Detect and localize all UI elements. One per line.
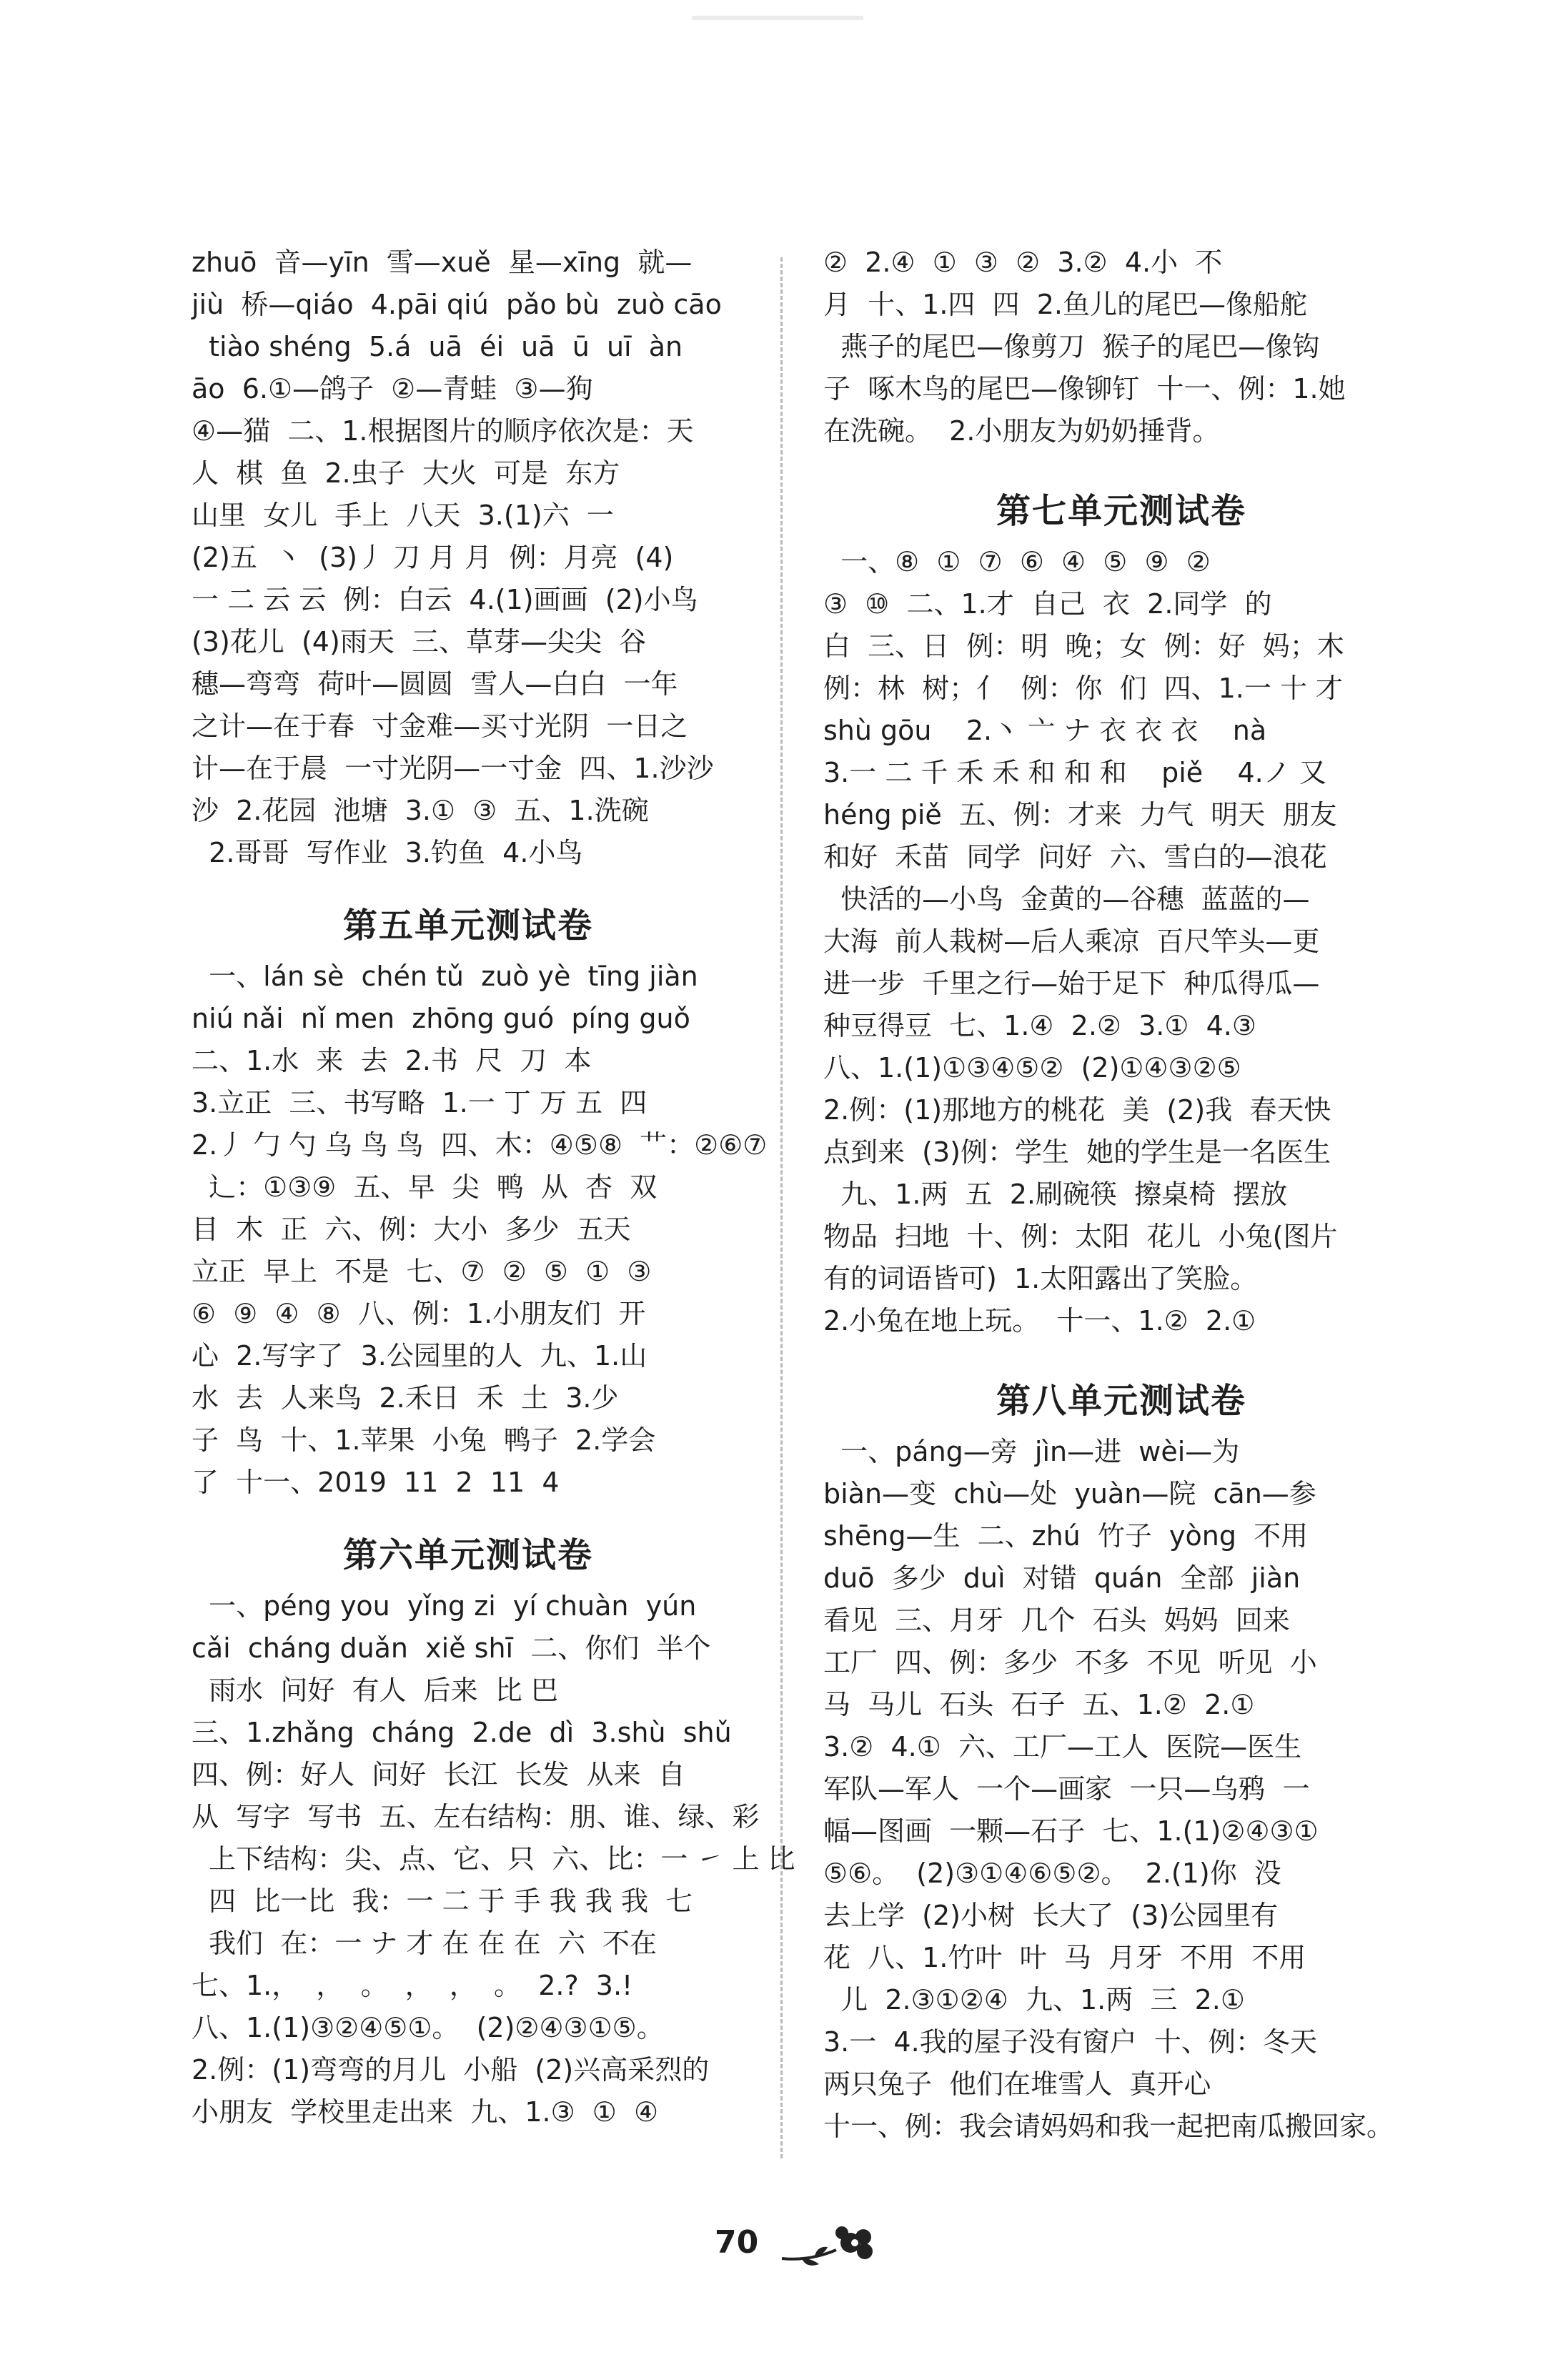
answer-line: 九、1.两 五 2.刷碗筷 擦桌椅 摆放 bbox=[823, 1179, 1288, 1210]
answers-unit-8 bbox=[823, 1431, 1419, 2148]
answer-line: 子 啄木鸟的尾巴—像铆钉 十一、例：1.她 bbox=[823, 373, 1346, 405]
answer-line: 大海 前人栽树—后人乘凉 百尺竿头—更 bbox=[823, 926, 1320, 957]
answer-line: 2.例：(1)那地方的桃花 美 (2)我 春天快 bbox=[823, 1094, 1331, 1126]
answer-line: 一、péng you yǐng zi yí chuàn yún bbox=[192, 1590, 697, 1622]
answer-line: 2.例：(1)弯弯的月儿 小船 (2)兴高采烈的 bbox=[192, 2054, 710, 2086]
answer-line: 小朋友 学校里走出来 九、1.③ ① ④ bbox=[192, 2096, 659, 2128]
heading-unit-8: 第八单元测试卷 bbox=[996, 1381, 1246, 1421]
answer-line: 八、1.(1)①③④⑤② (2)①④③②⑤ bbox=[823, 1052, 1241, 1084]
top-edge-mark bbox=[692, 16, 863, 20]
answers-unit-4-continued bbox=[192, 242, 745, 874]
answer-line: 去上学 (2)小树 长大了 (3)公园里有 bbox=[823, 1900, 1279, 1931]
answer-line: ④—猫 二、1.根据图片的顺序依次是：天 bbox=[192, 415, 694, 447]
answer-line: 军队—军人 一个—画家 一只—乌鸦 一 bbox=[823, 1773, 1310, 1805]
answer-line: 进一步 千里之行—始于足下 种瓜得瓜— bbox=[823, 968, 1320, 999]
answer-line: cǎi cháng duǎn xiě shī 二、你们 半个 bbox=[192, 1632, 711, 1664]
answer-line: ② 2.④ ① ③ ② 3.② 4.小 不 bbox=[823, 247, 1223, 278]
answer-line: 我们 在：一 ナ 才 在 在 在 六 不在 bbox=[192, 1928, 658, 1959]
left-column bbox=[192, 242, 795, 2133]
answer-line: 立正 早上 不是 七、⑦ ② ⑤ ① ③ bbox=[192, 1256, 652, 1287]
answer-line: 2.丿 勹 勺 乌 鸟 鸟 四、木：④⑤⑧ 艹：②⑥⑦ bbox=[192, 1129, 768, 1161]
answer-line: 3.一 4.我的屋子没有窗户 十、例：冬天 bbox=[823, 2026, 1317, 2058]
page-number: 70 bbox=[715, 2224, 759, 2261]
answer-line: 了 十一、2019 11 2 11 4 bbox=[192, 1467, 560, 1498]
answer-line: 燕子的尾巴—像剪刀 猴子的尾巴—像钩 bbox=[823, 331, 1320, 362]
answer-line: 快活的—小鸟 金黄的—谷穗 蓝蓝的— bbox=[823, 883, 1310, 915]
answer-line: ⑤⑥。 (2)③①④⑥⑤②。 2.(1)你 没 bbox=[823, 1858, 1281, 1889]
answer-line: zhuō 音—yīn 雪—xuě 星—xīng 就— bbox=[192, 247, 693, 278]
answer-line: 一 二 云 云 例：白云 4.(1)画画 (2)小鸟 bbox=[192, 584, 698, 615]
answers-unit-6 bbox=[192, 1585, 795, 2133]
answer-line: 月 十、1.四 四 2.鱼儿的尾巴—像船舵 bbox=[823, 289, 1307, 320]
answer-line: 八、1.(1)③②④⑤①。 (2)②④③①⑤。 bbox=[192, 2012, 664, 2043]
answer-line: 在洗碗。 2.小朋友为奶奶捶背。 bbox=[823, 415, 1220, 447]
answer-line: 花 八、1.竹叶 叶 马 月牙 不用 不用 bbox=[823, 1942, 1306, 1973]
answer-line: 计—在于晨 一寸光阴—一寸金 四、1.沙沙 bbox=[192, 753, 714, 784]
answer-line: 马 马儿 石头 石子 五、1.② 2.① bbox=[823, 1689, 1255, 1720]
answers-unit-7 bbox=[823, 541, 1419, 1342]
answer-line: 子 鸟 十、1.苹果 小兔 鸭子 2.学会 bbox=[192, 1424, 656, 1456]
answer-line: héng piě 五、例：才来 力气 明天 朋友 bbox=[823, 799, 1337, 830]
answer-line: 一、⑧ ① ⑦ ⑥ ④ ⑤ ⑨ ② bbox=[823, 546, 1211, 577]
answer-line: shù gōu 2.丶 亠 ナ 衣 衣 衣 nà bbox=[823, 715, 1267, 746]
answer-line: 3.一 二 千 禾 禾 和 和 和 piě 4.ノ 又 bbox=[823, 757, 1326, 788]
answer-line: 雨水 问好 有人 后来 比 巴 bbox=[192, 1675, 558, 1706]
answers-unit-6-continued bbox=[823, 242, 1419, 452]
answer-line: 点到来 (3)例：学生 她的学生是一名医生 bbox=[823, 1136, 1331, 1168]
answer-line: 白 三、日 例：明 晚；女 例：好 妈；木 bbox=[823, 630, 1344, 662]
answer-line: 目 木 正 六、例：大小 多少 五天 bbox=[192, 1214, 631, 1245]
answer-line: niú nǎi nǐ men zhōng guó píng guǒ bbox=[192, 1003, 690, 1034]
heading-unit-7: 第七单元测试卷 bbox=[996, 491, 1246, 531]
answer-line: tiào shéng 5.á uā éi uā ū uī àn bbox=[192, 331, 683, 362]
answer-line: 沙 2.花园 池塘 3.① ③ 五、1.洗碗 bbox=[192, 795, 649, 826]
column-divider bbox=[780, 257, 783, 2158]
answer-line: 看见 三、月牙 几个 石头 妈妈 回来 bbox=[823, 1605, 1290, 1636]
answer-line: 辶：①③⑨ 五、早 尖 鸭 从 杏 双 bbox=[192, 1171, 658, 1203]
answer-line: (3)花儿 (4)雨天 三、草芽—尖尖 谷 bbox=[192, 626, 647, 658]
answer-line: (2)五 丶 (3)丿 刀 月 月 例：月亮 (4) bbox=[192, 542, 674, 573]
heading-unit-5: 第五单元测试卷 bbox=[342, 906, 593, 946]
answer-line: 例：林 树；亻 例：你 们 四、1.一 十 才 bbox=[823, 673, 1344, 704]
answer-line: 二、1.水 来 去 2.书 尺 刀 本 bbox=[192, 1045, 592, 1076]
heading-unit-6: 第六单元测试卷 bbox=[342, 1535, 593, 1575]
answer-line: 幅—图画 一颗—石子 七、1.(1)②④③① bbox=[823, 1815, 1319, 1847]
answer-line: āo 6.①—鸽子 ②—青蛙 ③—狗 bbox=[192, 373, 593, 405]
answer-line: 心 2.写字了 3.公园里的人 九、1.山 bbox=[192, 1340, 647, 1372]
answer-line: 三、1.zhǎng cháng 2.de dì 3.shù shǔ bbox=[192, 1717, 732, 1748]
answer-line: 3.② 4.① 六、工厂—工人 医院—医生 bbox=[823, 1731, 1302, 1762]
answer-line: biàn—变 chù—处 yuàn—院 cān—参 bbox=[823, 1478, 1316, 1509]
answer-line: 种豆得豆 七、1.④ 2.② 3.① 4.③ bbox=[823, 1010, 1256, 1041]
answer-line: 七、1.， ， 。 ， ， 。 2.? 3.! bbox=[192, 1970, 633, 2001]
answer-line: 儿 2.③①②④ 九、1.两 三 2.① bbox=[823, 1984, 1245, 2015]
answer-line: 四 比一比 我：一 二 于 手 我 我 我 七 bbox=[192, 1885, 693, 1917]
answer-line: shēng—生 二、zhú 竹子 yòng 不用 bbox=[823, 1520, 1309, 1552]
answer-line: 山里 女儿 手上 八天 3.(1)六 一 bbox=[192, 500, 614, 531]
answer-line: 四、例：好人 问好 长江 长发 从来 自 bbox=[192, 1759, 685, 1790]
answer-line: jiù 桥—qiáo 4.pāi qiú pǎo bù zuò cāo bbox=[192, 289, 722, 320]
answer-line: ⑥ ⑨ ④ ⑧ 八、例：1.小朋友们 开 bbox=[192, 1298, 646, 1329]
answer-line: 从 写字 写书 五、左右结构：朋、谁、绿、彩 bbox=[192, 1801, 760, 1833]
answer-line: 2.小兔在地上玩。 十一、1.② 2.① bbox=[823, 1305, 1256, 1337]
answer-line: 两只兔子 他们在堆雪人 真开心 bbox=[823, 2068, 1211, 2100]
answer-line: 一、lán sè chén tǔ zuò yè tīng jiàn bbox=[192, 961, 698, 992]
answer-line: 2.哥哥 写作业 3.钓鱼 4.小鸟 bbox=[192, 837, 583, 868]
answer-line: 十一、例：我会请妈妈和我一起把南瓜搬回家。 bbox=[823, 2111, 1394, 2142]
answer-line: duō 多少 duì 对错 quán 全部 jiàn bbox=[823, 1562, 1301, 1594]
answer-line: 3.立正 三、书写略 1.一 丁 万 五 四 bbox=[192, 1087, 647, 1119]
answer-line: 有的词语皆可) 1.太阳露出了笑脸。 bbox=[823, 1263, 1258, 1294]
answers-unit-5 bbox=[192, 956, 768, 1504]
right-column bbox=[823, 242, 1419, 2148]
answer-line: 人 棋 鱼 2.虫子 大火 可是 东方 bbox=[192, 457, 620, 489]
answer-line: 之计—在于春 寸金难—买寸光阴 一日之 bbox=[192, 710, 688, 742]
answer-line: 工厂 四、例：多少 不多 不见 听见 小 bbox=[823, 1647, 1317, 1678]
answer-line: 和好 禾苗 同学 问好 六、雪白的—浪花 bbox=[823, 841, 1327, 873]
answer-line: 上下结构：尖、点、它、只 六、比：一 ㇀ 上 比 bbox=[192, 1843, 795, 1875]
answer-line: 水 去 人来鸟 2.禾日 禾 土 3.少 bbox=[192, 1382, 619, 1414]
flower-branch-icon bbox=[780, 2221, 888, 2274]
answer-line: 物品 扫地 十、例：太阳 花儿 小兔(图片 bbox=[823, 1221, 1338, 1252]
answer-line: ③ ⑩ 二、1.才 自己 衣 2.同学 的 bbox=[823, 588, 1272, 620]
answer-line: 一、páng—旁 jìn—进 wèi—为 bbox=[823, 1436, 1240, 1467]
answer-line: 穗—弯弯 荷叶—圆圆 雪人—白白 一年 bbox=[192, 668, 678, 700]
